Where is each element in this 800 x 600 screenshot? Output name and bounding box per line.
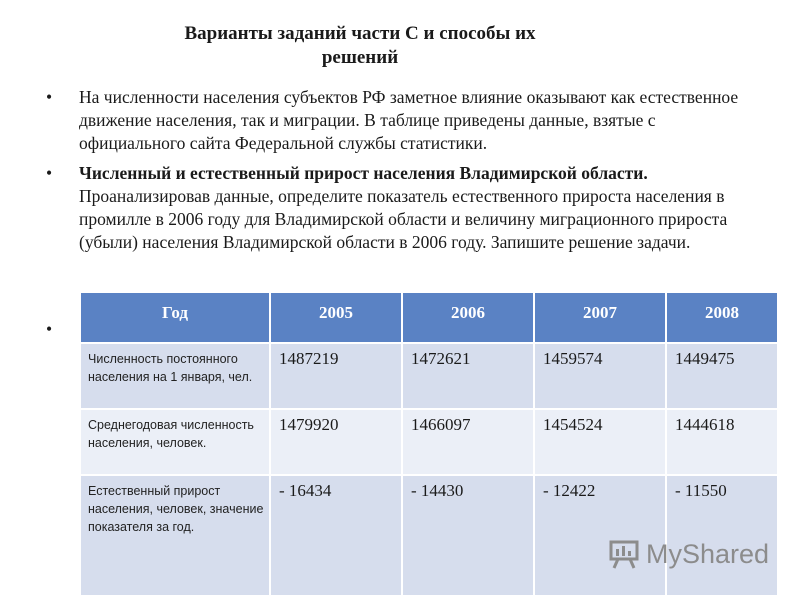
table-header-row bbox=[80, 292, 778, 343]
bullet-dot-empty: • bbox=[46, 319, 53, 339]
bullet-dot: • bbox=[46, 163, 53, 183]
table-row bbox=[80, 343, 778, 409]
table-cell: 1459574 bbox=[534, 343, 666, 409]
table-cell: 1466097 bbox=[402, 409, 534, 475]
header-cell-year: Год bbox=[80, 292, 270, 343]
task-text: Проанализировав данные, определите показатель естественного прироста населения в промилле в 2006 году для Владимирской области и величину миграционного прироста (убыли) населения Владимирской области в 2006 году. Запишите решение задачи. bbox=[79, 186, 728, 252]
watermark-text: MyShared bbox=[646, 538, 770, 569]
header-cell-2006: 2006 bbox=[402, 292, 534, 343]
table-cell: 1444618 bbox=[666, 409, 778, 475]
header-cell-2008: 2008 bbox=[666, 292, 778, 343]
bullet-list bbox=[46, 86, 746, 261]
row-label: Естественный прирост населения, человек, значение показателя за год. bbox=[80, 475, 270, 596]
row-label: Среднегодовая численность населения, человек. bbox=[80, 409, 270, 475]
table-cell: - 14430 bbox=[402, 475, 534, 596]
table-cell: - 11550 bbox=[666, 475, 778, 596]
presentation-board-icon bbox=[608, 538, 640, 570]
bullet-item-task bbox=[46, 162, 746, 254]
myshared-watermark bbox=[608, 536, 769, 572]
bullet-text-intro: На численности населения субъектов РФ заметное влияние оказывают как естественное движение населения, так и миграции. В таблице приведены данные, взятые с официального сайта Федеральной службы статистики. bbox=[79, 87, 739, 153]
bullet-dot: • bbox=[46, 87, 53, 107]
table-cell: - 16434 bbox=[270, 475, 402, 596]
table-cell: 1472621 bbox=[402, 343, 534, 409]
table-cell: 1479920 bbox=[270, 409, 402, 475]
table-cell: 1449475 bbox=[666, 343, 778, 409]
header-cell-2005: 2005 bbox=[270, 292, 402, 343]
table-cell: 1487219 bbox=[270, 343, 402, 409]
header-cell-2007: 2007 bbox=[534, 292, 666, 343]
task-heading: Численный и естественный прирост населения Владимирской области. bbox=[79, 163, 648, 183]
bullet-item-intro bbox=[46, 86, 746, 155]
table-cell: 1454524 bbox=[534, 409, 666, 475]
row-label: Численность постоянного населения на 1 января, чел. bbox=[80, 343, 270, 409]
page-title: Варианты заданий части С и способы их решений bbox=[184, 23, 536, 68]
table-cell: - 12422 bbox=[534, 475, 666, 596]
table-row bbox=[80, 409, 778, 475]
